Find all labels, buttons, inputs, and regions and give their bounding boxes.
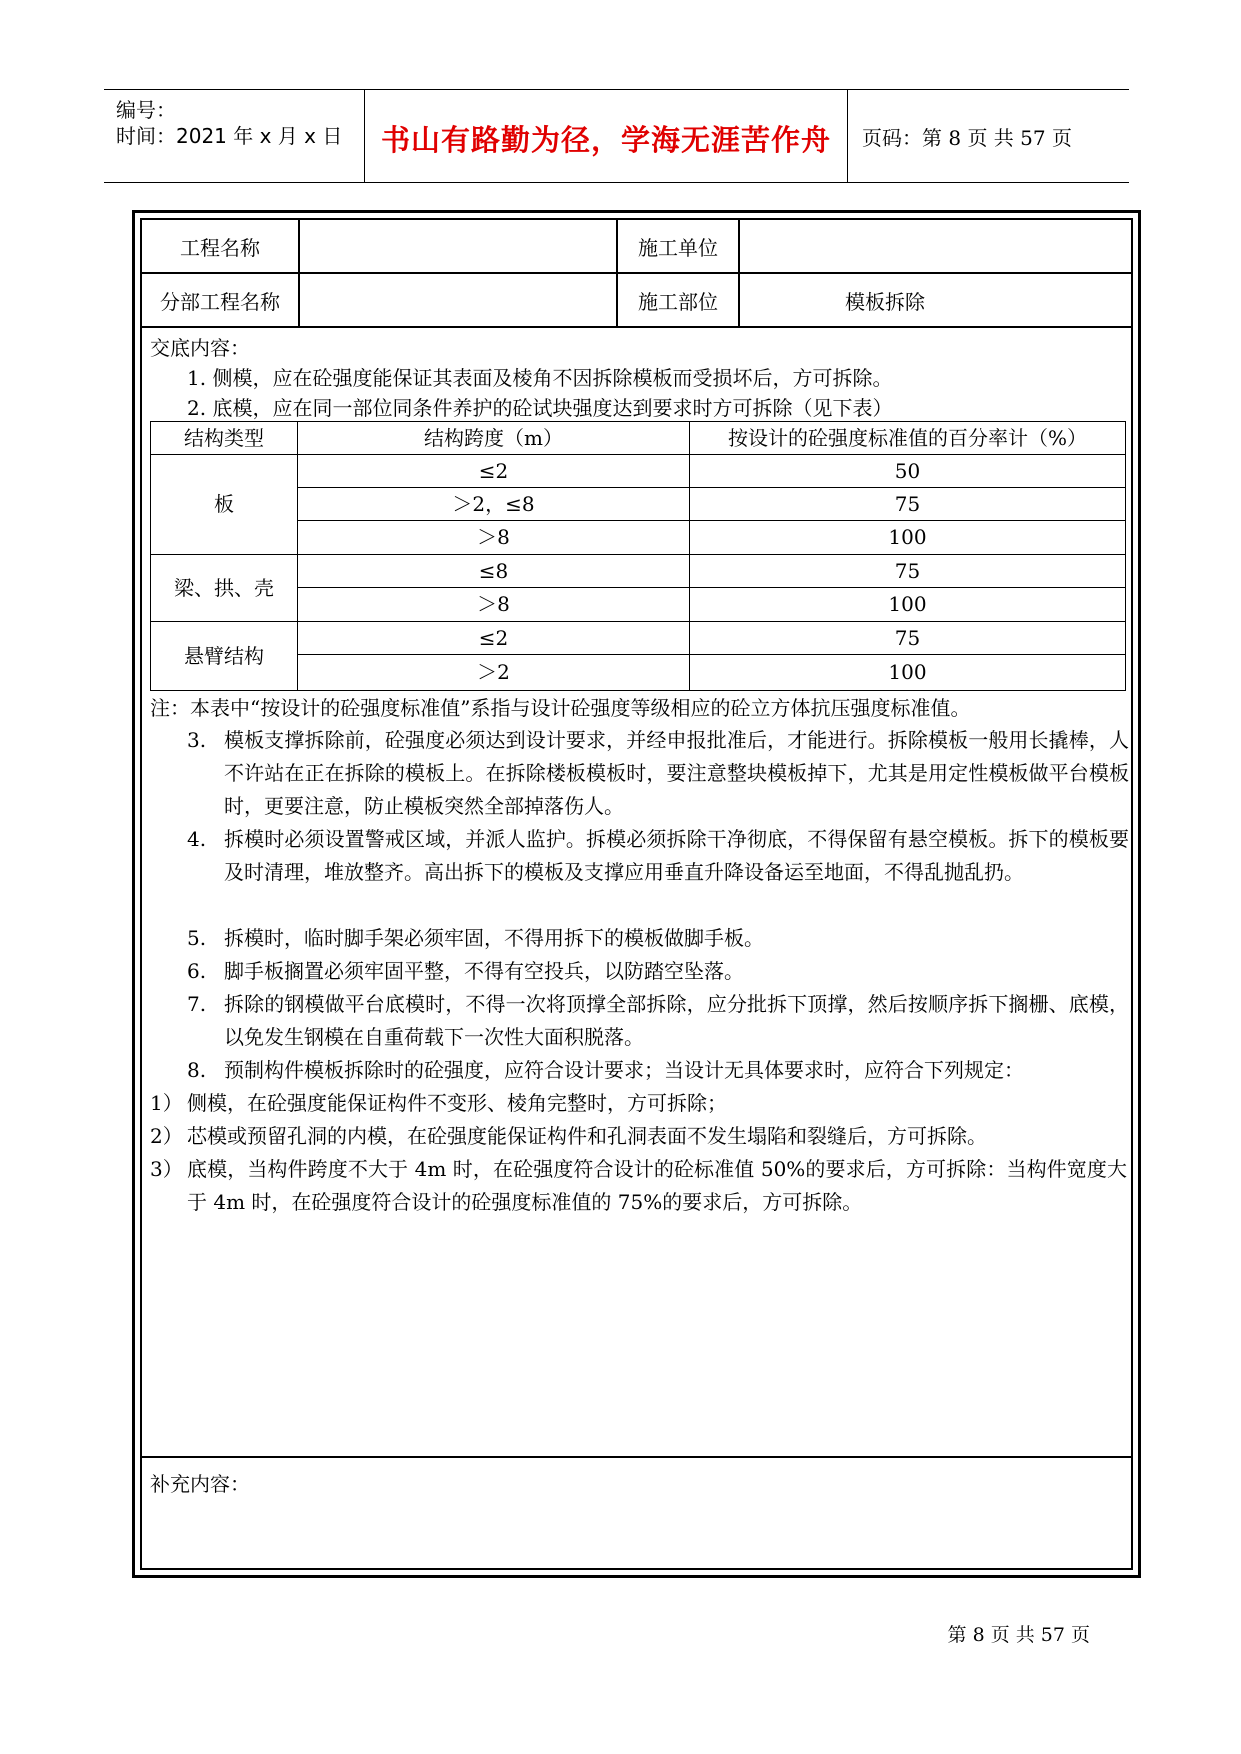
item-number: 6. — [187, 959, 207, 983]
content-sub-item-3: 底模，当构件跨度不大于 4m 时，在砼强度符合设计的砼标准值 50%的要求后，方可拆除：当构件宽度大于 4m 时，在砼强度符合设计的砼强度标准值的 75%的要求后，方可拆除。 — [187, 1157, 1127, 1214]
form-row-divider — [142, 326, 1131, 328]
sub-project-label: 分部工程名称 — [160, 289, 280, 314]
table-pct-cell: 75 — [894, 491, 921, 516]
content-item-4: 拆模时必须设置警戒区域，并派人监护。拆模必须拆除干净彻底，不得保留有悬空模板。拆下的模板要及时清理，堆放整齐。高出拆下的模板及支撑应用垂直升降设备运至地面，不得乱抛乱扔。 — [224, 827, 1129, 884]
supplement-label: 补充内容： — [150, 1472, 250, 1496]
sub-project-value[interactable] — [300, 274, 616, 326]
table-span-cell: ＞2 — [477, 659, 510, 684]
table-note: 注：本表中“按设计的砼强度标准值”系指与设计砼强度等级相应的砼立方体抗压强度标准值。 — [150, 696, 971, 720]
content-sub-item-1: 侧模，在砼强度能保证构件不变形、棱角完整时，方可拆除； — [187, 1091, 727, 1115]
page-footer: 第 8 页 共 57 页 — [947, 1624, 1090, 1646]
header-page-label: 页码：第 8 页 共 57 页 — [862, 126, 1072, 150]
construction-part-value[interactable]: 模板拆除 — [845, 289, 925, 314]
table-span-cell: ≤8 — [478, 558, 509, 583]
item-number: 8. — [187, 1058, 207, 1082]
table-type-cell: 梁、拱、壳 — [174, 575, 274, 600]
content-item-2: 2. 底模，应在同一部位同条件养护的砼试块强度达到要求时方可拆除（见下表） — [187, 396, 893, 420]
content-sub-item-2: 芯模或预留孔洞的内模，在砼强度能保证构件和孔洞表面不发生塌陷和裂缝后，方可拆除。 — [187, 1124, 987, 1148]
header-right-cell — [848, 90, 1129, 182]
document-number-label: 编号： — [116, 98, 176, 122]
table-pct-cell: 100 — [888, 592, 927, 616]
table-type-cell: 板 — [214, 492, 234, 516]
form-frame — [132, 210, 1141, 1578]
header-motto: 书山有路勤为径，学海无涯苦作舟 — [380, 123, 831, 157]
table-pct-cell: 75 — [894, 625, 921, 650]
table-pct-cell: 100 — [888, 525, 927, 549]
table-pct-cell: 75 — [894, 558, 921, 583]
project-name-value[interactable] — [300, 220, 616, 272]
header-left-cell — [104, 90, 365, 182]
table-span-cell: ≤2 — [478, 458, 509, 483]
header-middle-cell — [365, 90, 848, 182]
page-header — [104, 89, 1129, 183]
item-number: 3. — [187, 728, 207, 752]
supplement-divider — [142, 1456, 1131, 1458]
table-span-cell: ≤2 — [478, 625, 509, 650]
project-name-label: 工程名称 — [180, 235, 260, 260]
table-span-cell: ＞8 — [477, 525, 510, 549]
construction-unit-label: 施工单位 — [638, 235, 718, 260]
content-item-5: 拆模时，临时脚手架必须牢固，不得用拆下的模板做脚手板。 — [224, 926, 764, 950]
strength-table — [150, 421, 1126, 691]
table-header-cell: 按设计的砼强度标准值的百分率计（%） — [727, 425, 1087, 450]
table-pct-cell: 50 — [894, 458, 921, 483]
table-type-cell: 悬臂结构 — [184, 643, 264, 668]
table-header-cell: 结构类型 — [184, 425, 264, 450]
sub-item-number: 1） — [150, 1091, 183, 1115]
table-pct-cell: 100 — [888, 659, 927, 684]
construction-unit-value[interactable] — [740, 220, 1030, 272]
item-number: 7. — [187, 992, 207, 1016]
content-heading: 交底内容： — [150, 336, 250, 360]
sub-item-number: 3） — [150, 1157, 183, 1181]
sub-item-number: 2） — [150, 1124, 183, 1148]
content-item-3: 模板支撑拆除前，砼强度必须达到设计要求，并经申报批准后，才能进行。拆除模板一般用长撬棒，人不许站在正在拆除的模板上。在拆除楼板模板时，要注意整块模板掉下，尤其是用定性模板做平台模板时，更要注意，防止模板突然全部掉落伤人。 — [224, 728, 1129, 818]
table-span-cell: ＞2，≤8 — [452, 491, 535, 516]
content-item-1: 1. 侧模，应在砼强度能保证其表面及棱角不因拆除模板而受损坏后，方可拆除。 — [187, 366, 893, 390]
table-span-cell: ＞8 — [477, 592, 510, 616]
item-number: 5. — [187, 926, 207, 950]
content-item-6: 脚手板搁置必须牢固平整，不得有空投兵，以防踏空坠落。 — [224, 959, 744, 983]
document-time-label: 时间：2021 年 x 月 x 日 — [116, 124, 343, 148]
item-number: 4. — [187, 827, 207, 851]
form-inner — [140, 218, 1133, 1570]
content-item-7: 拆除的钢模做平台底模时，不得一次将顶撑全部拆除，应分批拆下顶撑，然后按顺序拆下搁栅、底模，以免发生钢模在自重荷载下一次性大面积脱落。 — [224, 992, 1129, 1049]
table-header-cell: 结构跨度（m） — [424, 425, 563, 450]
content-item-8: 预制构件模板拆除时的砼强度，应符合设计要求；当设计无具体要求时，应符合下列规定： — [224, 1058, 1024, 1082]
construction-part-label: 施工部位 — [638, 289, 718, 314]
